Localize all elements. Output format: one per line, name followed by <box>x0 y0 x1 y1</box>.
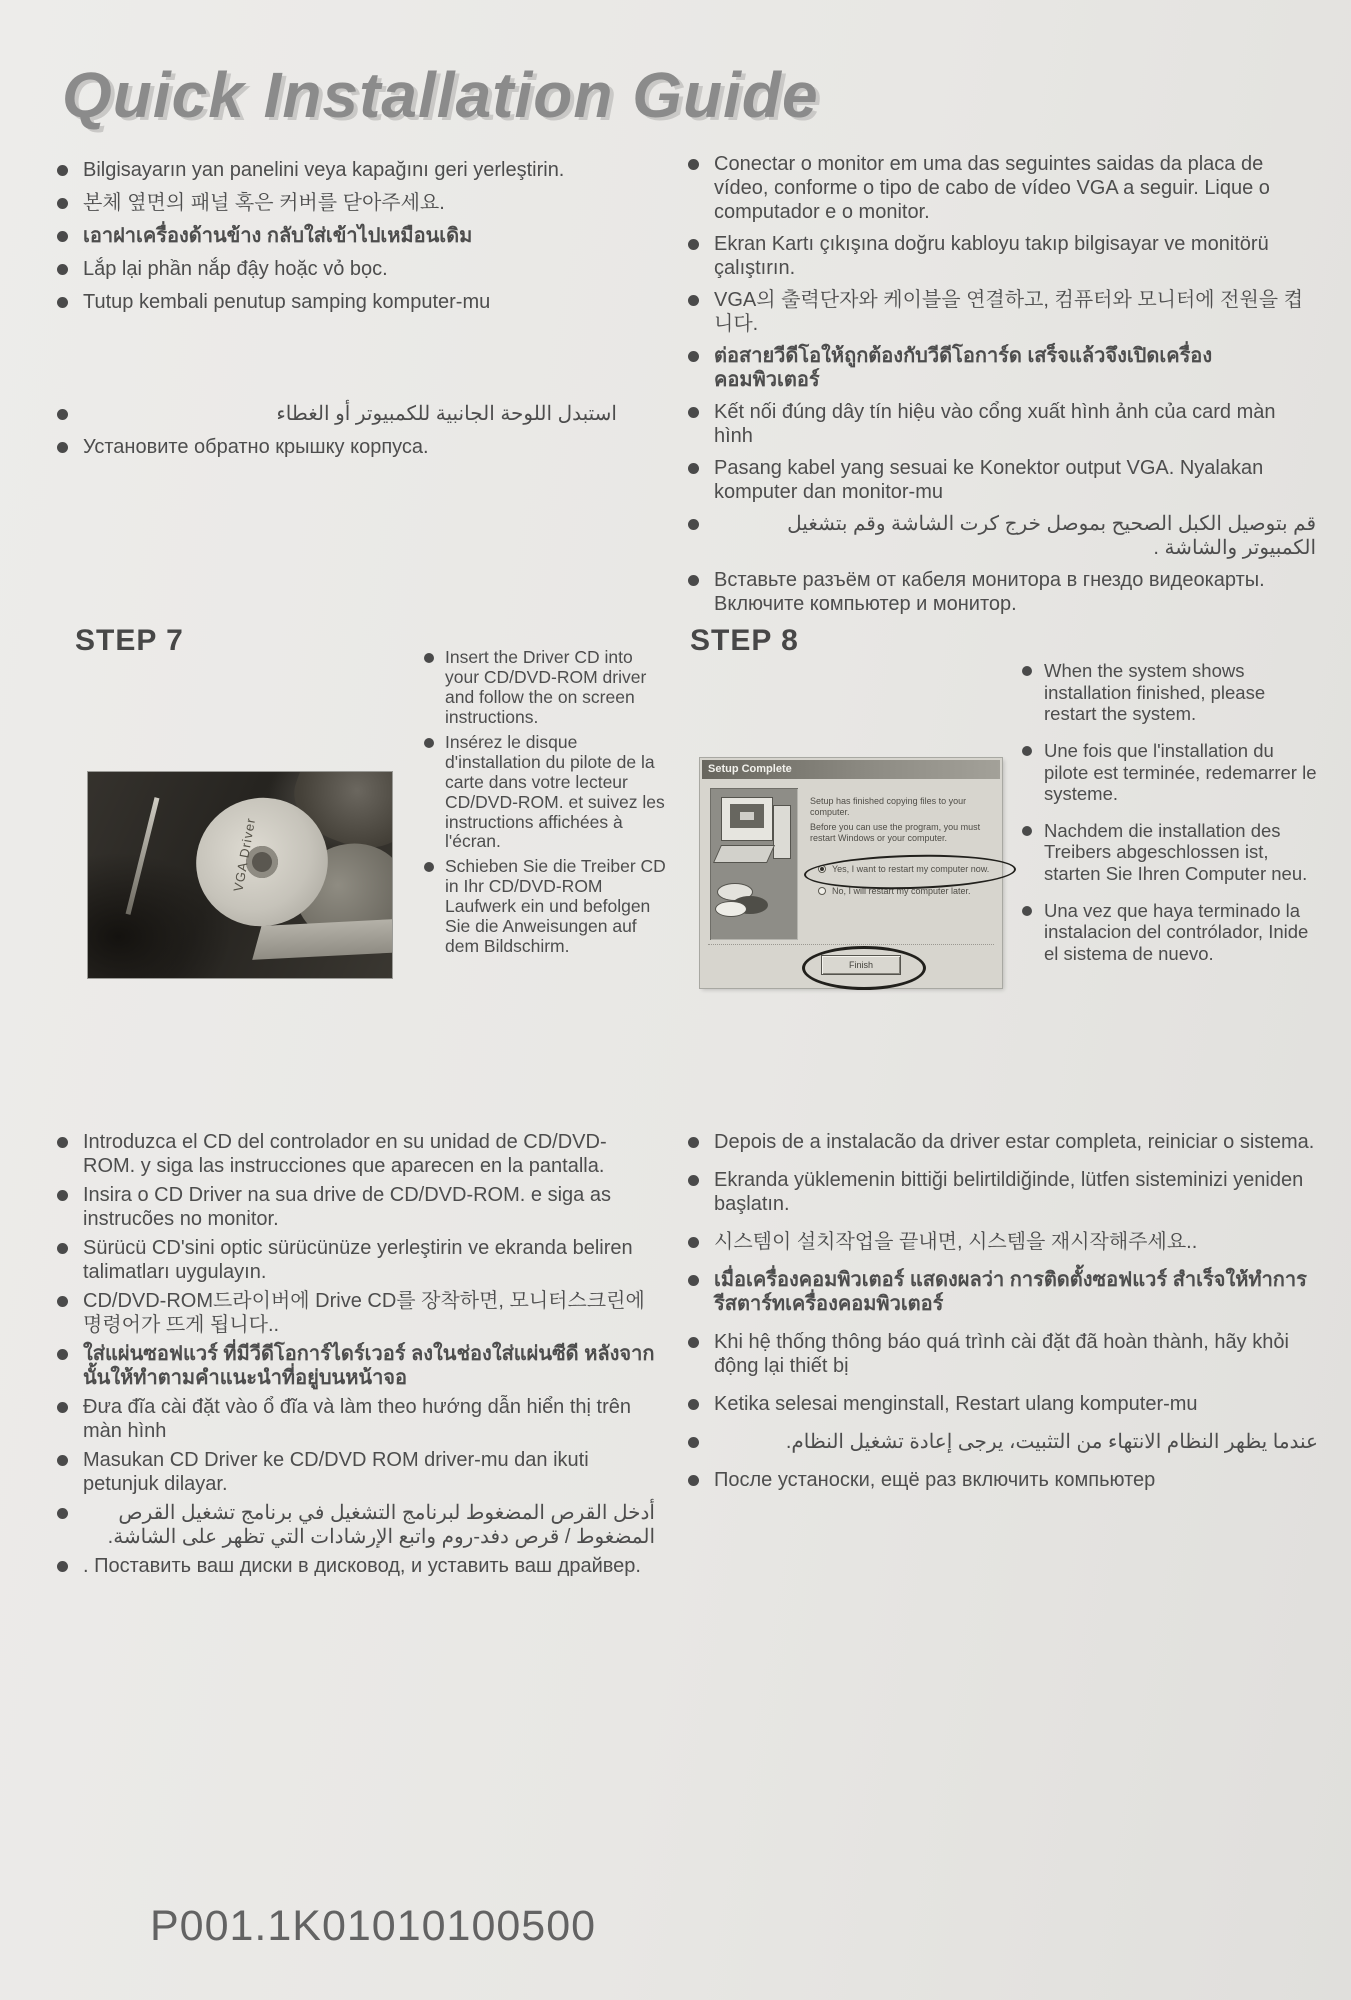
list-item <box>688 456 1316 504</box>
bullet-text: 본체 옆면의 패널 혹은 커버를 닫아주세요. <box>83 192 445 214</box>
list-item <box>57 158 617 182</box>
bullet-text: Insérez le disque d'installation du pilote de la carte dans votre lecteur CD/DVD-ROM. et suivez les instructions affichées à l'écran. <box>445 731 665 852</box>
bullet-icon <box>688 1437 699 1448</box>
list-item <box>1022 740 1322 805</box>
list-item <box>688 1130 1318 1154</box>
list-item <box>688 1330 1318 1378</box>
list-item <box>57 290 617 314</box>
keyboard-icon <box>714 846 773 862</box>
list-item <box>688 1268 1318 1316</box>
list-item <box>688 1230 1318 1254</box>
bullet-icon <box>57 231 68 242</box>
list-item <box>688 1392 1318 1416</box>
list-item <box>424 733 666 853</box>
part-number: P001.1K01010100500 <box>150 1902 597 1950</box>
bullet-text: Schieben Sie die Treiber CD in Ihr CD/DVD-ROM Laufwerk ein und befolgen Sie die Anweisungen auf dem Bildschirm. <box>445 856 666 957</box>
bullet-text: When the system shows installation finished, please restart the system. <box>1044 660 1266 725</box>
list-item <box>57 1501 655 1549</box>
top-left-bullet-list <box>57 158 617 468</box>
bottom-left-bullet-list <box>57 1130 655 1583</box>
bullet-icon <box>688 519 699 530</box>
bullet-text: CD/DVD-ROM드라이버에 Drive CD를 장착하면, 모니터스크린에 명령어가 뜨게 됩니다.. <box>83 1290 645 1336</box>
list-item <box>57 1448 655 1496</box>
bullet-icon <box>1022 666 1032 676</box>
step7-bullet-list <box>424 648 666 962</box>
bullet-icon <box>688 239 699 250</box>
screen-window-icon <box>740 812 754 820</box>
bullet-text: . Поставить ваш диски в дисковод, и уставить ваш драйвер. <box>83 1555 641 1577</box>
list-item <box>57 1342 655 1390</box>
radio-unselected-icon <box>818 887 826 895</box>
bullet-text: Lắp lại phần nắp đậy hoặc vỏ bọc. <box>83 258 388 280</box>
list-item <box>688 1168 1318 1216</box>
restart-later-label: No, I will restart my computer later. <box>832 886 971 896</box>
bullet-icon <box>57 1508 68 1519</box>
list-item <box>688 1468 1318 1492</box>
list-item <box>688 232 1316 280</box>
bullet-text: Вставьте разъём от кабеля монитора в гнездо видеокарты. Включите компьютер и монитор. <box>714 569 1265 615</box>
bullet-text: عندما يظهر النظام الانتهاء من التثبيت، يرجى إعادة تشغيل النظام. <box>785 1431 1318 1453</box>
bullet-text: Introduzca el CD del controlador en su unidad de CD/DVD-ROM. y siga las instrucciones que aparecen en la pantalla. <box>83 1131 607 1177</box>
bullet-icon <box>688 351 699 362</box>
bullet-icon <box>57 1243 68 1254</box>
bullet-text: Une fois que l'installation du pilote est terminée, redemarrer le systeme. <box>1044 739 1317 805</box>
monitor-icon <box>722 798 772 840</box>
bullet-text: استبدل اللوحة الجانبية للكمبيوتر أو الغطاء <box>276 403 617 425</box>
bullet-icon <box>57 264 68 275</box>
bullet-icon <box>57 1296 68 1307</box>
list-item <box>57 402 617 426</box>
bullet-icon <box>424 738 434 748</box>
bullet-text: VGA의 출력단자와 케이블을 연결하고, 컴퓨터와 모니터에 전원을 켭니다. <box>714 289 1304 335</box>
bullet-text: Depois de a instalacão da driver estar completa, reiniciar o sistema. <box>714 1131 1315 1153</box>
list-item <box>688 288 1316 336</box>
list-item <box>688 568 1316 616</box>
top-right-bullet-list <box>688 152 1316 624</box>
list-item <box>1022 820 1322 885</box>
annotation-circle-finish <box>802 946 926 990</box>
dialog-separator <box>708 944 994 945</box>
bullet-text: Ketika selesai menginstall, Restart ulang komputer-mu <box>714 1393 1198 1415</box>
bullet-icon <box>57 198 68 209</box>
list-item <box>57 1236 655 1284</box>
list-item <box>1022 660 1322 725</box>
bullet-text: เมื่อเครื่องคอมพิวเตอร์ แสดงผลว่า การติดตั้งซอฟแวร์ สำเร็จให้ทำการ รีสตาร์ทเครื่องคอมพิวเตอร์ <box>714 1269 1307 1315</box>
tower-icon <box>774 806 790 858</box>
bullet-text: Tutup kembali penutup samping komputer-mu <box>83 291 491 313</box>
bullet-icon <box>688 1237 699 1248</box>
bullet-text: Đưa đĩa cài đặt vào ổ đĩa và làm theo hướng dẫn hiển thị trên màn hình <box>83 1396 632 1442</box>
bullet-icon <box>688 295 699 306</box>
bullet-icon <box>57 297 68 308</box>
dialog-title-bar: Setup Complete <box>702 760 1000 779</box>
bullet-icon <box>688 1175 699 1186</box>
bullet-icon <box>1022 826 1032 836</box>
bullet-text: ใส่แผ่นซอฟแวร์ ที่มีวีดีโอการ์ไดร์เวอร์ ลงในช่องใส่แผ่นซีดี หลังจากนั้นให้ทำตามคำแนะนำที่อยู่บนหน้าจอ <box>83 1343 655 1389</box>
list-item <box>57 1395 655 1443</box>
bullet-text: Pasang kabel yang sesuai ke Konektor output VGA. Nyalakan komputer dan monitor-mu <box>714 457 1264 503</box>
list-item <box>57 257 617 281</box>
bullet-text: Insert the Driver CD into your CD/DVD-ROM driver and follow the on screen instructions. <box>445 647 647 727</box>
bullet-icon <box>688 575 699 586</box>
bullet-text: Khi hệ thống thông báo quá trình cài đặt đã hoàn thành, hãy khỏi động lại thiết bị <box>714 1331 1289 1377</box>
bullet-text: Sürücü CD'sini optic sürücünüze yerleştirin ve ekranda beliren talimatları uygulayın. <box>83 1237 633 1283</box>
dialog-message-2: Before you can use the program, you must restart Windows or your computer. <box>810 822 981 844</box>
bullet-icon <box>688 1137 699 1148</box>
list-item <box>57 224 617 248</box>
bullet-icon <box>424 862 434 872</box>
bullet-text: أدخل القرص المضغوط لبرنامج التشغيل في برنامج تشغيل القرص المضغوط / قرص دفد-روم واتبع الإرشادات التي تظهر على الشاشة. <box>107 1502 655 1548</box>
bullet-text: قم بتوصيل الكبل الصحيح بموصل خرج كرت الشاشة وقم بتشغيل الكمبيوتر والشاشة . <box>787 513 1316 559</box>
bullet-text: Ekran Kartı çıkışına doğru kabloyu takıp bilgisayar ve monitörü çalıştırın. <box>714 233 1269 279</box>
restart-now-label: Yes, I want to restart my computer now. <box>832 864 990 874</box>
bullet-icon <box>57 165 68 176</box>
bullet-icon <box>424 653 434 663</box>
bullet-icon <box>688 1475 699 1486</box>
bullet-text: Nachdem die installation des Treibers abgeschlossen ist, starten Sie Ihren Computer neu. <box>1044 819 1308 885</box>
list-item <box>57 1130 655 1178</box>
list-item <box>57 1554 655 1578</box>
bullet-text: 시스템이 설치작업을 끝내면, 시스템을 재시작해주세요.. <box>714 1231 1198 1253</box>
dialog-message-1: Setup has finished copying files to your computer. <box>810 796 967 818</box>
bullet-icon <box>57 1137 68 1148</box>
bullet-text: Conectar o monitor em uma das seguintes saidas da placa de vídeo, conforme o tipo de cabo de vídeo VGA a seguir. Lique o computador e o monitor. <box>714 153 1270 223</box>
dialog-illustration-panel <box>710 788 798 940</box>
bullet-icon <box>688 159 699 170</box>
bullet-icon <box>688 1275 699 1286</box>
list-item <box>424 857 666 957</box>
page-title: Quick Installation Guide <box>62 59 819 131</box>
case-edge-highlight <box>126 797 160 915</box>
list-item <box>688 512 1316 560</box>
bullet-text: Masukan CD Driver ke CD/DVD ROM driver-mu dan ikuti petunjuk dilayar. <box>83 1449 589 1495</box>
bullet-icon <box>57 1190 68 1201</box>
bullet-icon <box>688 1337 699 1348</box>
list-item <box>57 191 617 215</box>
list-item <box>688 152 1316 224</box>
bullet-text: เอาฝาเครื่องด้านข้าง กลับใส่เข้าไปเหมือนเดิม <box>83 225 473 247</box>
bullet-text: Ekranda yüklemenin bittiği belirtildiğinde, lütfen sisteminizi yeniden başlatın. <box>714 1169 1304 1215</box>
list-item <box>688 344 1316 392</box>
bullet-text: Insira o CD Driver na sua drive de CD/DVD-ROM. e siga as instrucões no monitor. <box>83 1184 611 1230</box>
bullet-icon <box>688 1399 699 1410</box>
cd-label-text: VGA Driver <box>230 816 259 893</box>
finish-button: Finish <box>822 956 900 974</box>
bullet-icon <box>1022 746 1032 756</box>
bullet-icon <box>57 442 68 453</box>
bullet-icon <box>688 463 699 474</box>
setup-complete-dialog-screenshot <box>700 758 1002 988</box>
bullet-icon <box>57 1561 68 1572</box>
step8-heading: STEP 8 <box>690 624 799 657</box>
step8-bullet-list <box>1022 660 1322 980</box>
driver-cd-photo <box>88 772 392 978</box>
screen-icon <box>730 804 764 828</box>
list-item <box>424 648 666 728</box>
step7-heading: STEP 7 <box>75 624 184 657</box>
bullet-icon <box>688 407 699 418</box>
list-item <box>57 1289 655 1337</box>
cd-icon <box>716 902 746 916</box>
list-item <box>688 400 1316 448</box>
bullet-text: Una vez que haya terminado la instalacion del contrólador, Inide el sistema de nuevo. <box>1044 899 1309 965</box>
bullet-text: Kết nối đúng dây tín hiệu vào cổng xuất hình ảnh của card màn hình <box>714 401 1276 447</box>
bullet-icon <box>57 1349 68 1360</box>
bullet-icon <box>57 1455 68 1466</box>
bullet-text: ต่อสายวีดีโอให้ถูกต้องกับวีดีโอการ์ด เสร็จแล้วจึงเปิดเครื่องคอมพิวเตอร์ <box>714 345 1213 391</box>
list-item <box>57 1183 655 1231</box>
list-item <box>57 435 617 459</box>
bullet-icon <box>57 1402 68 1413</box>
bullet-text: Bilgisayarın yan panelini veya kapağını geri yerleştirin. <box>83 159 565 181</box>
bullet-text: После устаноски, ещё раз включить компьютер <box>714 1469 1156 1491</box>
bullet-icon <box>1022 906 1032 916</box>
bottom-right-bullet-list <box>688 1130 1318 1506</box>
list-item <box>688 1430 1318 1454</box>
list-item <box>1022 900 1322 965</box>
bullet-text: Установите обратно крышку корпуса. <box>83 436 429 458</box>
bullet-icon <box>57 409 68 420</box>
